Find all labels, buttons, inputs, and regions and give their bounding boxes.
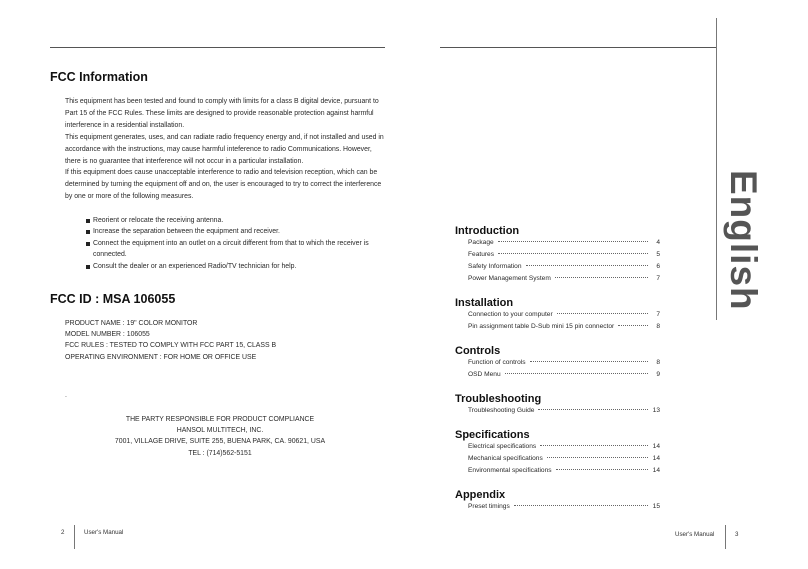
toc-entry[interactable] bbox=[468, 407, 660, 419]
toc-entry-page: 8 bbox=[656, 359, 660, 366]
toc-section-title: Troubleshooting bbox=[455, 393, 542, 405]
toc-entry-page: 8 bbox=[656, 323, 660, 330]
product-line: FCC RULES : TESTED TO COMPLY WITH FCC PART 15, CLASS B bbox=[65, 342, 277, 350]
language-tab-english: English bbox=[723, 170, 764, 311]
list-item: Connect the equipment into an outlet on a circuit different from that to which the receiver is connected. bbox=[86, 238, 386, 261]
list-item: Consult the dealer or an experienced Radio/TV technician for help. bbox=[86, 261, 386, 272]
list-item: Reorient or relocate the receiving antenna. bbox=[86, 215, 386, 226]
responsible-party bbox=[95, 414, 345, 459]
toc-entry[interactable] bbox=[468, 323, 660, 335]
dot-leader bbox=[540, 445, 648, 446]
dot-leader bbox=[530, 361, 648, 362]
toc-entry-page: 13 bbox=[652, 407, 660, 414]
toc-section-specifications bbox=[455, 429, 660, 479]
fcc-information-heading: FCC Information bbox=[50, 70, 148, 84]
product-info bbox=[65, 318, 276, 363]
toc-entry[interactable] bbox=[468, 275, 660, 287]
fcc-paragraph: This equipment generates, uses, and can radiate radio frequency energy and, if not installed and used in accordance with the instructions, may cause harmful inteference to radio Communications. However, there is no guarantee that interference will not occur in a particular installation. bbox=[65, 133, 384, 165]
right-page-number: 3 bbox=[735, 531, 739, 538]
toc-entry-label: Function of controls bbox=[468, 359, 526, 366]
toc-entry[interactable] bbox=[468, 263, 660, 275]
toc-entry-page: 6 bbox=[656, 263, 660, 270]
toc-section-appendix bbox=[455, 489, 660, 515]
left-footer-label: User's Manual bbox=[84, 529, 124, 536]
party-line: TEL : (714)562-5151 bbox=[188, 449, 252, 457]
right-header-rule bbox=[440, 47, 716, 48]
toc-entry-page: 7 bbox=[656, 275, 660, 282]
toc-entry-label: Connection to your computer bbox=[468, 311, 553, 318]
toc-entry-page: 14 bbox=[652, 455, 660, 462]
stray-mark: . bbox=[65, 392, 67, 399]
toc-entry-label: Electrical specifications bbox=[468, 443, 537, 450]
toc-section-introduction bbox=[455, 225, 660, 287]
toc-entry-label: Mechanical specifications bbox=[468, 455, 543, 462]
right-footer-label: User's Manual bbox=[675, 531, 715, 538]
toc-entry[interactable] bbox=[468, 251, 660, 263]
toc-entry-label: Environmental specifications bbox=[468, 467, 552, 474]
toc-entry-label: OSD Menu bbox=[468, 371, 501, 378]
left-header-rule bbox=[50, 47, 385, 48]
product-line: PRODUCT NAME : 19" COLOR MONITOR bbox=[65, 320, 198, 327]
fcc-paragraph: If this equipment does cause unacceptable interference to radio and television reception, which can be determined by turning the equipment off and on, the user is encouraged to try to correct the interference by one or more of the following measures. bbox=[65, 169, 382, 201]
toc-section-title: Controls bbox=[455, 345, 501, 357]
language-tab-rule bbox=[716, 18, 717, 320]
toc-entry-label: Pin assignment table D-Sub mini 15 pin connector bbox=[468, 323, 615, 330]
toc-entry-label: Safety Information bbox=[468, 263, 522, 270]
dot-leader bbox=[547, 457, 648, 458]
toc-entry-label: Troubleshooting Guide bbox=[468, 407, 535, 414]
toc-entry-page: 5 bbox=[656, 251, 660, 258]
party-line: THE PARTY RESPONSIBLE FOR PRODUCT COMPLIANCE bbox=[125, 416, 315, 423]
toc-section-title: Specifications bbox=[455, 429, 530, 441]
toc-entry[interactable] bbox=[468, 371, 660, 383]
left-page-number: 2 bbox=[61, 529, 65, 536]
dot-leader bbox=[618, 325, 648, 326]
toc-entry[interactable] bbox=[468, 503, 660, 515]
toc-entry-page: 4 bbox=[656, 239, 660, 246]
list-item: Increase the separation between the equipment and receiver. bbox=[86, 226, 386, 237]
table-of-contents bbox=[455, 225, 660, 515]
toc-entry[interactable] bbox=[468, 311, 660, 323]
toc-entry-label: Preset timings bbox=[468, 503, 510, 510]
toc-entry[interactable] bbox=[468, 443, 660, 455]
dot-leader bbox=[514, 505, 648, 506]
fcc-paragraphs bbox=[65, 96, 385, 203]
toc-entry[interactable] bbox=[468, 239, 660, 251]
toc-entry-label: Power Management System bbox=[468, 275, 551, 282]
measures-list bbox=[86, 215, 386, 272]
left-footer-divider bbox=[74, 525, 75, 549]
toc-entry-page: 14 bbox=[652, 443, 660, 450]
fcc-id-heading: FCC ID : MSA 106055 bbox=[50, 292, 176, 306]
right-footer-divider bbox=[725, 525, 726, 549]
toc-entry[interactable] bbox=[468, 467, 660, 479]
fcc-paragraph: This equipment has been tested and found to comply with limits for a class B digital device, pursuant to Part 15 of the FCC Rules. These limits are designed to provide reasonable protection against harmful interference in a residential installation. bbox=[65, 98, 379, 129]
toc-entry-label: Package bbox=[468, 239, 494, 246]
toc-section-controls bbox=[455, 345, 660, 383]
party-line: 7001, VILLAGE DRIVE, SUITE 255, BUENA PARK, CA. 90621, USA bbox=[114, 438, 326, 446]
toc-entry[interactable] bbox=[468, 359, 660, 371]
party-line: HANSOL MULTITECH, INC. bbox=[176, 427, 264, 435]
toc-section-title: Installation bbox=[455, 297, 514, 309]
toc-section-troubleshooting bbox=[455, 393, 660, 419]
toc-section-title: Introduction bbox=[455, 225, 520, 237]
product-line: OPERATING ENVIRONMENT : FOR HOME OR OFFICE USE bbox=[65, 353, 257, 361]
toc-section-title: Appendix bbox=[455, 489, 506, 501]
toc-section-installation bbox=[455, 297, 660, 335]
toc-entry-page: 9 bbox=[656, 371, 660, 378]
dot-leader bbox=[526, 265, 648, 266]
dot-leader bbox=[556, 469, 648, 470]
toc-entry[interactable] bbox=[468, 455, 660, 467]
dot-leader bbox=[555, 277, 648, 278]
product-line: MODEL NUMBER : 106055 bbox=[65, 331, 150, 339]
toc-entry-page: 14 bbox=[652, 467, 660, 474]
dot-leader bbox=[505, 373, 648, 374]
dot-leader bbox=[538, 409, 648, 410]
dot-leader bbox=[498, 241, 648, 242]
toc-entry-page: 7 bbox=[656, 311, 660, 318]
toc-entry-label: Features bbox=[468, 251, 495, 258]
toc-entry-page: 15 bbox=[652, 503, 660, 510]
dot-leader bbox=[498, 253, 648, 254]
dot-leader bbox=[557, 313, 648, 314]
